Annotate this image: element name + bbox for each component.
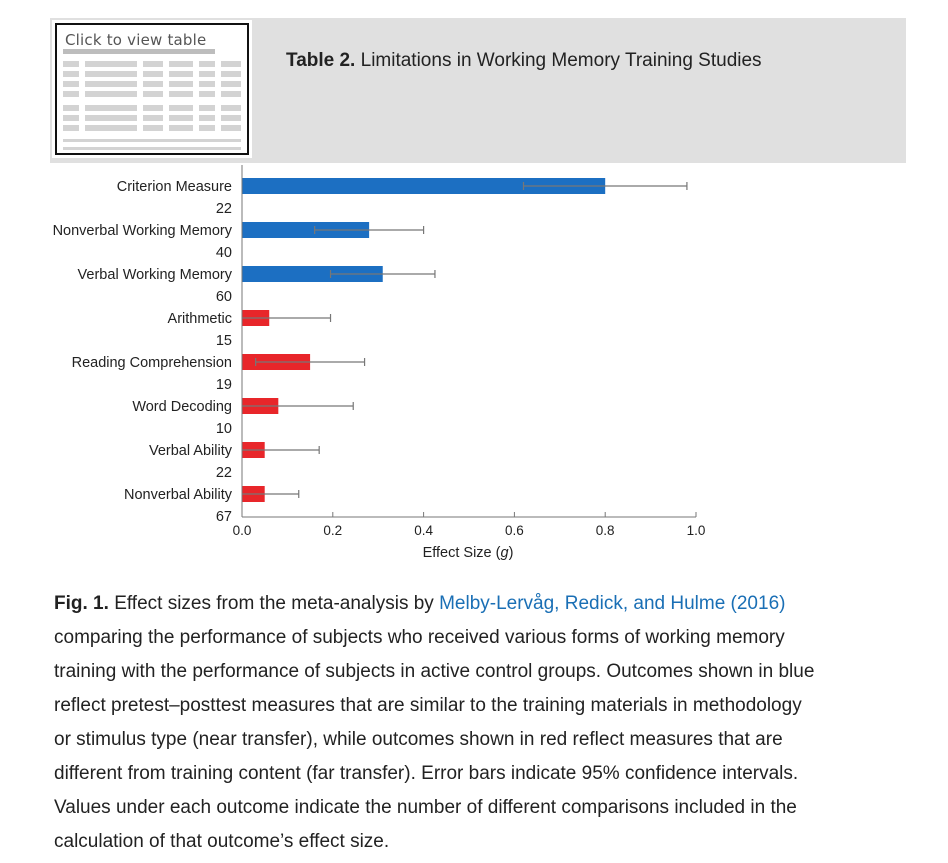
- category-label-1: Nonverbal Working Memory: [52, 223, 232, 239]
- caption-line-3: training with the performance of subjects in active control groups. Outcomes shown in blue: [54, 661, 815, 682]
- category-label-2: Verbal Working Memory: [77, 267, 232, 283]
- comparison-count-2: 60: [215, 289, 232, 305]
- caption-intro: Effect sizes from the meta-analysis by: [114, 593, 434, 614]
- x-tick-label-1: 0.2: [323, 523, 343, 538]
- category-label-7: Nonverbal Ability: [124, 487, 232, 503]
- x-tick-label-0: 0.0: [232, 523, 252, 538]
- table-title-text: Limitations in Working Memory Training Studies: [360, 50, 762, 71]
- comparison-count-4: 19: [215, 377, 232, 393]
- x-tick-label-5: 1.0: [686, 523, 706, 538]
- caption-line-2: comparing the performance of subjects who received various forms of working memory: [54, 627, 785, 648]
- table-title-label: Table 2.: [286, 50, 356, 71]
- table-thumbnail-label: Click to view table: [65, 31, 207, 49]
- x-tick-label-3: 0.6: [505, 523, 524, 538]
- caption-line-1: [54, 587, 924, 621]
- caption-line-4: reflect pretest–posttest measures that are similar to the training materials in methodology: [54, 695, 802, 716]
- comparison-count-5: 10: [215, 421, 232, 437]
- table-title: [286, 50, 762, 72]
- table-thumbnail-frame: [55, 23, 249, 155]
- comparison-count-1: 40: [215, 245, 232, 261]
- caption-label: Fig. 1.: [54, 593, 109, 614]
- caption-line-8: calculation of that outcome’s effect size.: [54, 831, 390, 852]
- table-thumbnail-button[interactable]: [52, 20, 252, 158]
- caption-line-7: Values under each outcome indicate the number of different comparisons included in the: [54, 797, 797, 818]
- comparison-count-6: 22: [215, 465, 232, 481]
- x-axis-label: Effect Size (g): [422, 545, 514, 561]
- category-label-0: Criterion Measure: [116, 179, 232, 195]
- caption-line-6: different from training content (far transfer). Error bars indicate 95% confidence intervals.: [54, 763, 799, 784]
- comparison-count-7: 67: [215, 509, 232, 525]
- effect-size-chart: [0, 165, 948, 575]
- x-tick-label-4: 0.8: [595, 523, 615, 538]
- table-preview-icon: [63, 47, 243, 157]
- table-banner: [50, 18, 906, 163]
- category-label-5: Word Decoding: [132, 399, 232, 415]
- citation-link[interactable]: Melby-Lervåg, Redick, and Hulme (2016): [439, 593, 786, 614]
- category-label-6: Verbal Ability: [148, 443, 232, 459]
- comparison-count-3: 15: [215, 333, 232, 349]
- figure-caption: [54, 587, 924, 859]
- x-tick-label-2: 0.4: [414, 523, 433, 538]
- category-label-4: Reading Comprehension: [71, 355, 232, 371]
- caption-line-5: or stimulus type (near transfer), while outcomes shown in red reflect measures that are: [54, 729, 783, 750]
- category-label-3: Arithmetic: [167, 311, 232, 327]
- comparison-count-0: 22: [215, 201, 232, 217]
